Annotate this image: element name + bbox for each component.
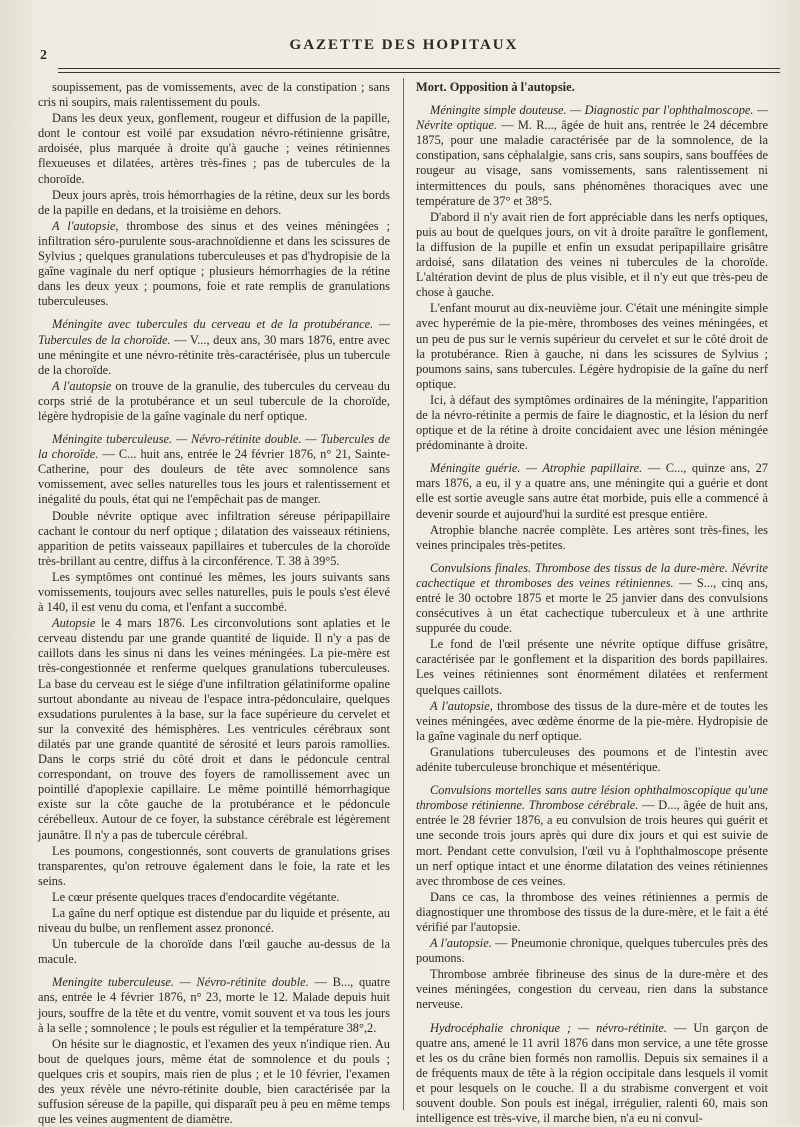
paragraph-text: Les symptômes ont continué les mêmes, les jours suivants sans vomissements, toujours avec selles naturelles, puis le pouls s'est élevé à 140, il est venu du coma, et l'enfant a succombé.	[38, 569, 390, 615]
paragraph-text: Granulations tuberculeuses des poumons et de l'intestin avec adénite tuberculeuse bronchique et mésentérique.	[416, 744, 768, 775]
paragraph	[38, 906, 390, 936]
case-heading: Méningite avec tubercules du cerveau et de la protubérance. — Tubercules de la choroïde.	[38, 317, 390, 347]
case-paragraph	[38, 975, 390, 1035]
header-rule-double	[58, 72, 780, 73]
paragraph-text: — Pneumonie chronique, quelques tubercules près des poumons.	[416, 936, 768, 966]
paragraph-text: thrombose des tissus de la dure-mère et de toutes les veines méningées, avec œdème énorme de la pie-mère. Hydropisie de la gaîne vaginale du nerf optique.	[416, 698, 769, 743]
paragraph	[416, 210, 768, 301]
case-heading: Méningite guérie. — Atrophie papillaire.	[430, 461, 643, 476]
paragraph-text: le 4 mars 1876. Les circonvolutions sont aplaties et le cerveau distendu par une grande quantité de liquide. Il n'y a pas de caillots dans les sinus ni dans les veines méningées. La pie-mère est très-congestionnée et renferme quelques granulations tuberculeuses. La base du cerveau est le siége d'une infiltration gélatiniforme opaline surtout abondante au niveau de l'espace intra-pédonculaire, quelques exsudations purulentes à la base, sur la face supérieure du cervelet et sur la convexité des hémisphères. Les ventricules cérébraux sont dilatés par une grande quantité de sérosité et leurs parois ramollies. Dans le corps strié du côté droit et dans le pédoncule central correspondant, on trouve des foyers de ramollissement avec un pointillé d'apoplexie capillaire. Le même pointillé hémorrhagique existe sur la côte gauche de la protubérance et le pédoncule cérébelleux. Autour de ce foyer, la substance cérébrale est légèrement jaunâtre. Il n'y a pas de tubercule cérébral.	[38, 616, 390, 842]
bold-note: Mort. Opposition à l'autopsie.	[416, 80, 575, 94]
paragraph-text: On hésite sur le diagnostic, et l'examen des yeux n'indique rien. Au bout de quelques jours, même état de somnolence et du pouls ; quelques cris et soupirs, mais rien de plus ; et le 10 février, l'examen des yeux révèle une névro-rétinite double, bien caractérisée par la suffusion séreuse de la papille, qui disparaît peu à peu en même temps que les veines augmentent de diamètre.	[38, 1036, 390, 1127]
paragraph-text: Ici, à défaut des symptômes ordinaires de la méningite, l'apparition de la névro-rétinite a permis de faire le diagnostic, et la lésion du nerf optique et de la rétine à droite concidaient avec une lésion méningée prédominante à droite.	[416, 392, 768, 453]
paragraph-text: — M. R..., âgée de huit ans, rentrée le 24 décembre 1875, pour une maladie caractérisée par de la somnolence, de la constipation, sans céphalalgie, sans cris, sans soupirs, sans bouffées de rougeur au visage, sans vomissements, sans ralentissement ni intermittences du pouls, sans phénomènes thoraciques avec une température de 37° et 38°5.	[416, 118, 768, 208]
paragraph	[38, 80, 390, 110]
right-column	[416, 80, 769, 1126]
paragraph	[38, 219, 390, 310]
paragraph	[38, 111, 390, 186]
page-header	[28, 34, 780, 74]
paragraph-text: Thrombose ambrée fibrineuse des sinus de la dure-mère et des veines méningées, congestion du cerveau, rien dans la substance nerveuse.	[416, 967, 768, 1012]
paragraph-text: Dans ce cas, la thrombose des veines rétiniennes a permis de diagnostiquer une thrombose des tissus de la dure-mère, et le fait a été vérifié par l'autopsie.	[416, 889, 768, 934]
left-column	[38, 80, 390, 1127]
paragraph	[38, 616, 390, 842]
paragraph-text: — V..., deux ans, 30 mars 1876, entre avec une méningite et une névro-rétinite très-caractérisée, plus un tubercule de la choroïde.	[38, 332, 390, 377]
paragraph	[38, 570, 390, 615]
paragraph	[416, 890, 768, 935]
paragraph-text: — D..., âgée de huit ans, entrée le 28 février 1876, a eu convulsion de trois heures qui guérit et une seconde trois jours après qui dure dix jours et qui est suivie de mort. Pendant cette convulsion, l'œil vu à l'ophthalmoscope présente un nerf optique intact et une énorme dilatation des veines rétiniennes avec thrombose de ces veines.	[416, 798, 768, 888]
paragraph-text: Double névrite optique avec infiltration séreuse péripapillaire cachant le contour du nerf optique ; dilatation des vaisseaux rétiniens, apparition de petits vaisseaux papillaires et tubercules de la choroïde très-brillant au centre, diffus à la circonférence. T. 38 à 39°5.	[38, 508, 390, 568]
case-paragraph	[38, 317, 390, 377]
paragraph-text: Les poumons, congestionnés, sont couverts de granulations grises transparentes, qu'on retrouve également dans le foie, la rate et les seins.	[38, 843, 390, 888]
paragraph-text: Atrophie blanche nacrée complète. Les artères sont très-fines, les veines principales très-petites.	[416, 522, 768, 552]
journal-title: GAZETTE DES HOPITAUX	[289, 37, 519, 53]
paragraph-text: Deux jours après, trois hémorrhagies de la rétine, deux sur les bords de la papille en dedans, et la troisième en dehors.	[38, 187, 390, 217]
case-paragraph	[38, 432, 390, 507]
paragraph	[38, 890, 390, 905]
italic-lead: A l'autopsie,	[430, 698, 493, 713]
paragraph	[416, 637, 768, 697]
paragraph	[416, 936, 768, 966]
case-paragraph	[416, 103, 768, 209]
paragraph-text: thrombose des sinus et des veines méningées ; infiltration séro-purulente sous-arachnoïdienne et dans les scissures de Sylvius ; quelques granulations tuberculeuses et pas d'hydropisie de la gaîne vaginale du nerf optique ; plusieurs hémorrhagies de la rétine dans les deux yeux ; poumons, foie et rate remplis de granulations tuberculeuses.	[38, 218, 390, 309]
paragraph-text: — C..., quinze ans, 27 mars 1876, a eu, il y a quatre ans, une méningite qui a guérie et dont elle est sortie aveugle sans autre état morbide, puis elle a commencé à devenir sourde et aujourd'hui la surdité est presque entière.	[416, 461, 768, 521]
page-number: 2	[40, 48, 47, 63]
case-paragraph	[416, 783, 768, 889]
case-heading: Convulsions mortelles sans autre lésion ophthalmoscopique qu'une thrombose rétinienne. Thrombose cérébrale.	[416, 783, 768, 813]
case-paragraph	[416, 561, 768, 636]
paragraph	[38, 937, 390, 967]
paragraph-text: Un tubercule de la choroïde dans l'œil gauche au-dessus de la macule.	[38, 937, 390, 967]
paragraph-text: soupissement, pas de vomissements, avec de la constipation ; sans cris ni soupirs, mais ralentissement du pouls.	[38, 80, 390, 110]
paragraph-text: — S..., cinq ans, entré le 30 octobre 1875 et morte le 25 janvier dans des convulsions consécutives à un état cachectique tuberculeux et à une arthrite suppurée du coude.	[416, 575, 769, 636]
paragraph-text: — Un garçon de quatre ans, amené le 11 avril 1876 dans mon service, a une tête grosse et les os du crâne bien formés non ramollis. Depuis six semaines il a de fréquents maux de tête à la région occipitale dans lesquels il vomit et pour lesquels on le couche. Il a du strabisme convergent et voit souvent double. Son pouls est inégal, irrégulier, ralenti 60, mais son intelligence est très-vive, il marche bien, n'a eu ni convul-	[416, 1020, 768, 1126]
case-heading: Convulsions finales. Thrombose des tissus de la dure-mère. Névrite cachectique et thromboses des veines rétiniennes.	[416, 560, 768, 590]
paragraph	[416, 301, 768, 392]
column-divider	[403, 78, 404, 1110]
paragraph	[416, 393, 768, 453]
paragraph	[38, 844, 390, 889]
paragraph	[416, 523, 768, 553]
italic-lead: A l'autopsie	[52, 378, 112, 393]
paragraph-text: Le fond de l'œil présente une névrite optique diffuse grisâtre, caractérisée par le gonflement et la disparition des bords papillaires. Les veines rétiniennes sont énormément dilatées et renferment quelques caillots.	[416, 637, 768, 697]
paragraph-text: — B..., quatre ans, entrée le 4 février 1876, n° 23, morte le 12. Malade depuis huit jours, souffre de la tête et du ventre, vomit souvent et va tous les jours à la selle ; somnolence ; le pouls est régulier et la température 38°,2.	[38, 975, 390, 1035]
paragraph	[416, 80, 768, 95]
case-heading: Méningite simple douteuse. — Diagnostic par l'ophthalmoscope. — Névrite optique.	[416, 103, 768, 133]
case-heading: Hydrocéphalie chronique ; — névro-rétinite.	[430, 1020, 667, 1035]
italic-lead: A l'autopsie,	[52, 218, 119, 233]
paragraph-text: on trouve de la granulie, des tubercules du cerveau du corps strié de la protubérance et un seul tubercule de la choroïde, légère hydropisie de la gaîne vaginale du nerf optique.	[38, 378, 390, 423]
italic-lead: Autopsie	[52, 616, 96, 631]
paragraph	[38, 1037, 390, 1127]
case-heading: Méningite tuberculeuse. — Névro-rétinite double. — Tubercules de la choroïde.	[38, 432, 390, 462]
paragraph	[416, 967, 768, 1012]
paragraph	[416, 745, 768, 775]
paragraph-text: Le cœur présente quelques traces d'endocardite végétante.	[52, 889, 340, 904]
paragraph-text: L'enfant mourut au dix-neuvième jour. C'était une méningite simple avec hyperémie de la pie-mère, thromboses des veines méningées, et un peu de pus sur le vernis supérieur du cervelet et sur le côté droit de la protubérance. Rien à gauche, ni dans les scissures de Sylvius ; poumons sains, sans tubercules. Légère hydropisie de la gaîne du nerf optique.	[416, 301, 768, 391]
case-paragraph	[416, 461, 768, 521]
header-rule	[58, 68, 780, 69]
paragraph-text: D'abord il n'y avait rien de fort appréciable dans les nerfs optiques, puis au bout de quelques jours, on vit à droite paraître le gonflement, la diffusion de la pupille et enfin un exsudat peripapillaire grisâtre ardoisé, sans dilatation des veines ni tubercules de la choroïde. L'altération devint de plus de plus visible, et il n'y eut que très-peu de chose à gauche.	[416, 209, 768, 300]
paragraph	[416, 699, 768, 744]
case-paragraph	[416, 1021, 768, 1127]
paragraph-text: Dans les deux yeux, gonflement, rougeur et diffusion de la papille, dont le contour est voilé par exsudation névro-rétinienne grisâtre, ardoisée, plus marquée à droite qu'à gauche ; veines rétiniennes flexueuses et dilatées, artères très-fines ; pas de tubercules de la choroïde.	[38, 111, 390, 186]
paragraph-text: — C... huit ans, entrée le 24 février 1876, n° 21, Sainte-Catherine, pour des douleurs de tête avec somnolence sans vomissement, avec selles naturelles tous les jours et ralentissement et inégalité du pouls, état qui ne l'empêchait pas de manger.	[38, 447, 390, 507]
paragraph	[38, 188, 390, 218]
case-heading: Meningite tuberculeuse. — Névro-rétinite double.	[52, 975, 309, 990]
italic-lead: A l'autopsie.	[430, 936, 492, 951]
paragraph-text: La gaîne du nerf optique est distendue par du liquide et présente, au niveau du bulbe, un renflement assez prononcé.	[38, 905, 390, 936]
paragraph	[38, 509, 390, 569]
paragraph	[38, 379, 390, 424]
